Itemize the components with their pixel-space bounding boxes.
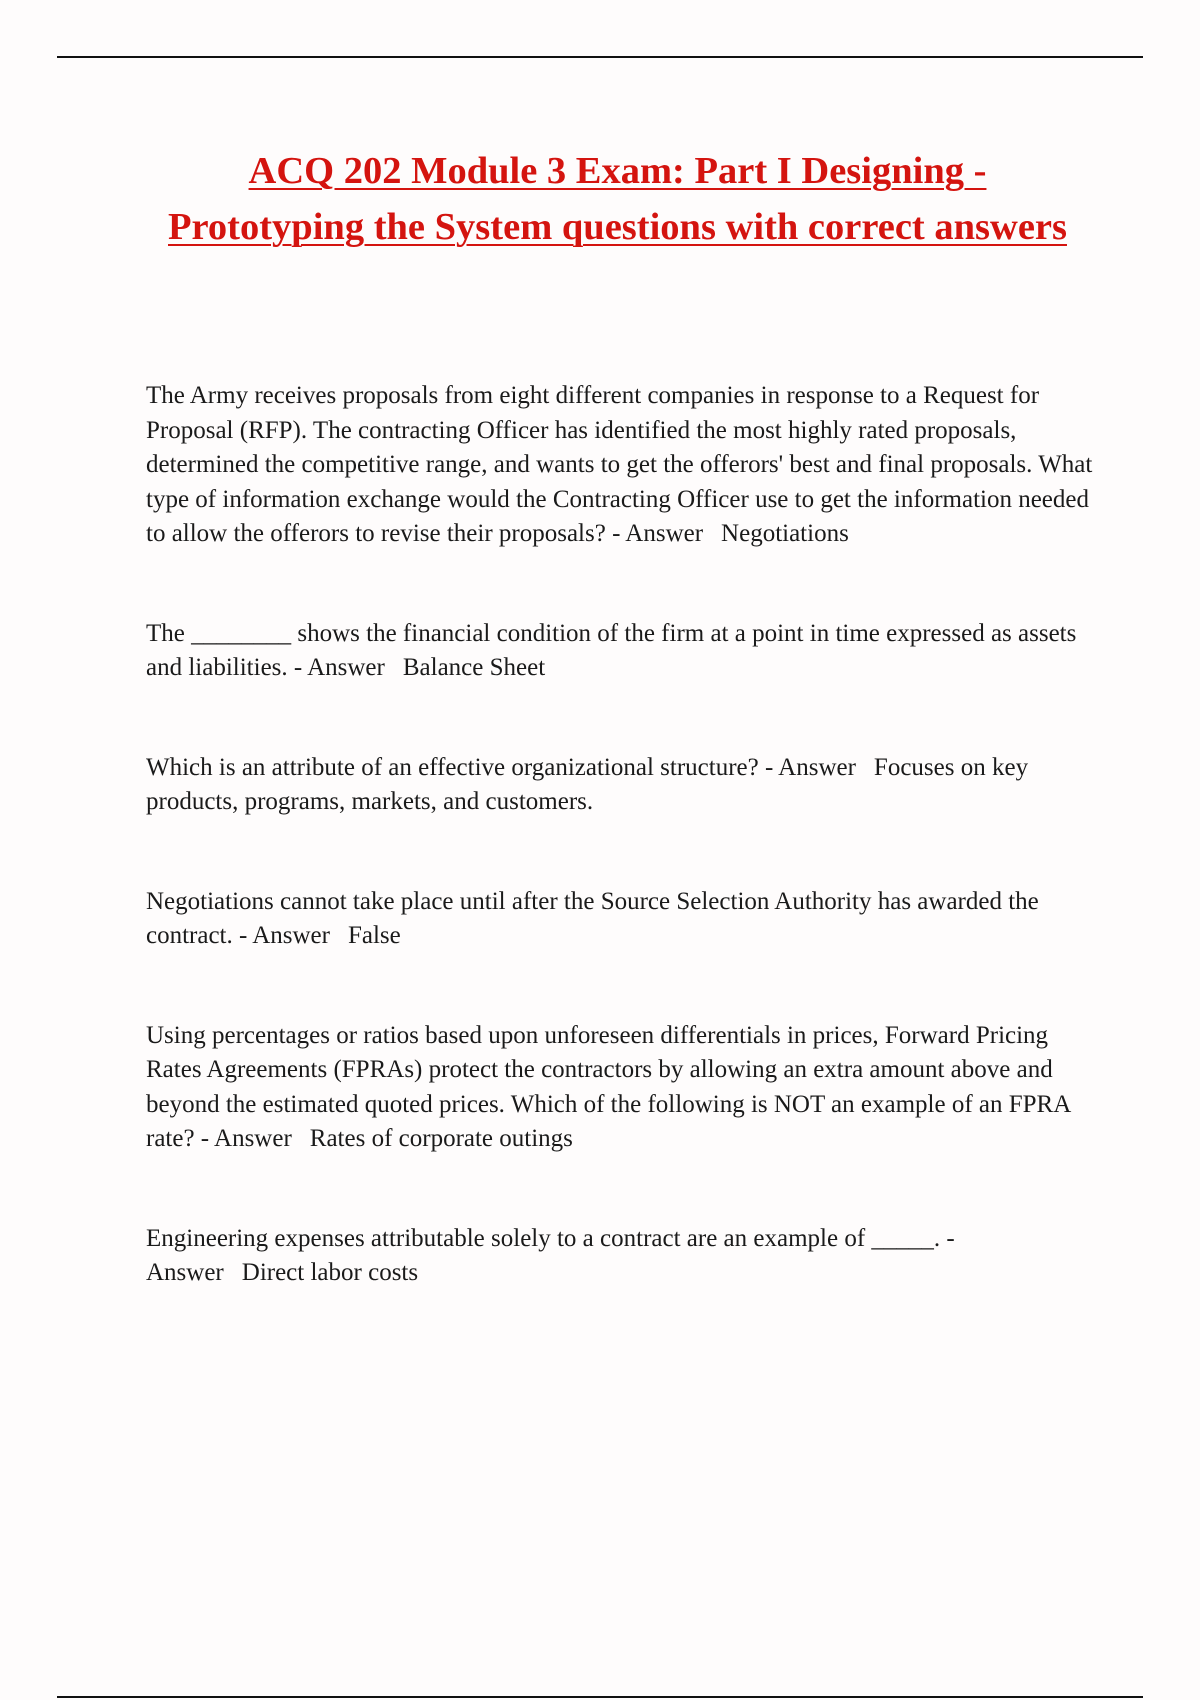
question-text: Using percentages or ratios based upon unforeseen differentials in prices, Forward Pricing Rates Agreements (FPRAs) protect the contractors by allowing an extra amount above and beyond the estimated quoted prices. Which of the following is NOT an example of an FPRA rate? - xyxy=(146,1021,1070,1152)
answer-label: Answer xyxy=(146,1259,224,1286)
answer-text: Direct labor costs xyxy=(241,1259,419,1286)
top-rule xyxy=(57,56,1143,58)
qa-item-5 xyxy=(146,1019,1094,1157)
question-text: The ________ shows the financial condition of the firm at a point in time expressed as assets and liabilities. - xyxy=(146,619,1077,681)
answer-text: Balance Sheet xyxy=(402,654,546,681)
question-text: Engineering expenses attributable solely to a contract are an example of _____. - xyxy=(146,1224,955,1252)
qa-item-3 xyxy=(146,751,1094,820)
answer-label: Answer xyxy=(778,753,856,781)
answer-text: Focuses on key products, programs, markets, and customers. xyxy=(146,753,1029,815)
qa-item-1 xyxy=(146,379,1094,552)
bottom-rule xyxy=(57,1696,1143,1698)
qa-item-6 xyxy=(146,1222,1094,1291)
answer-label: Answer xyxy=(252,922,330,949)
answer-label: Answer xyxy=(625,520,704,547)
answer-text: False xyxy=(347,922,401,949)
question-text: Negotiations cannot take place until after the Source Selection Authority has awarded the contract. - xyxy=(146,887,1039,949)
qa-item-4 xyxy=(146,885,1094,954)
answer-text: Negotiations xyxy=(721,520,849,547)
qa-list xyxy=(146,379,1094,1356)
answer-label: Answer xyxy=(307,654,385,681)
qa-item-2 xyxy=(146,617,1094,686)
answer-text: Rates of corporate outings xyxy=(309,1125,573,1152)
question-text: Which is an attribute of an effective organizational structure? - xyxy=(146,753,779,781)
question-text: The Army receives proposals from eight different companies in response to a Request for Proposal (RFP). The contracting Officer has identified the most highly rated proposals, determined the competitive range, and wants to get the offerors' best and final proposals. What type of information exchange would the Contracting Officer use to get the information needed to allow the offerors to revise their proposals? - xyxy=(146,382,1093,547)
answer-label: Answer xyxy=(214,1125,292,1152)
document-title: ACQ 202 Module 3 Exam: Part I Designing - Prototyping the System questions with correct answers xyxy=(168,150,1067,248)
